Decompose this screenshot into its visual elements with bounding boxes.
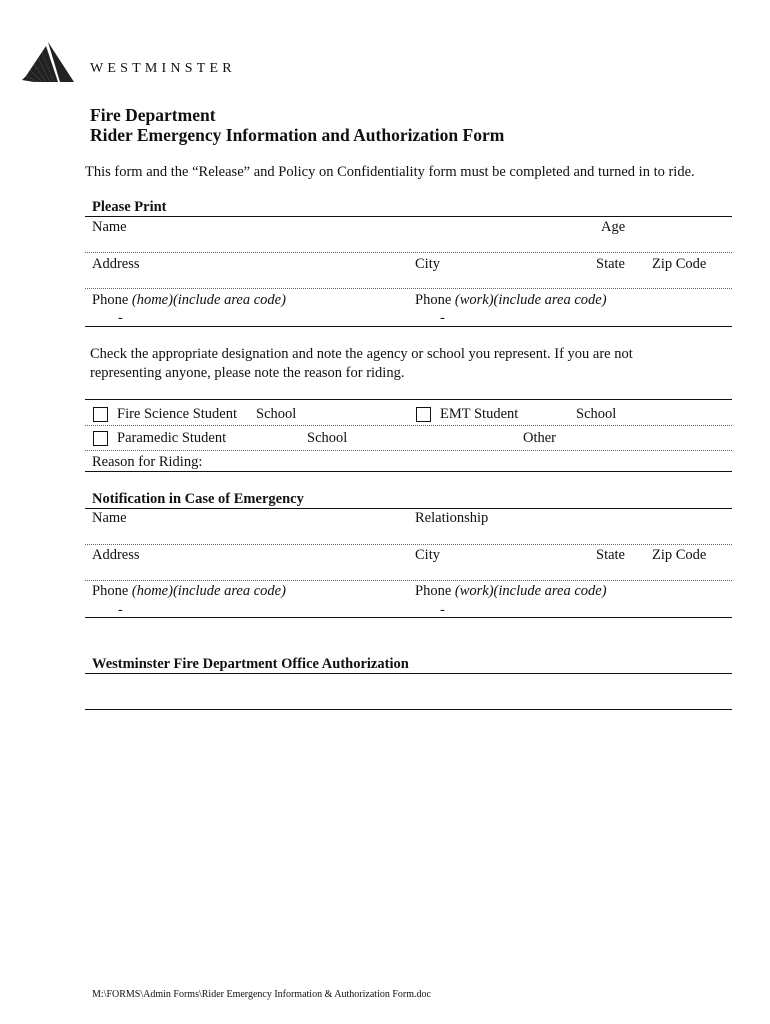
authorization-heading: Westminster Fire Department Office Authorization (92, 656, 409, 672)
emergency-phone-work-note: (work)(include area code) (454, 583, 607, 599)
emergency-relationship-label: Relationship (415, 510, 489, 526)
emergency-address-rule (85, 580, 732, 581)
emergency-zip-label: Zip Code (652, 547, 707, 563)
form-title: Rider Emergency Information and Authorization Form (90, 125, 505, 145)
emergency-bottom-rule (85, 617, 732, 618)
designation-instruction-1: Check the appropriate designation and note the agency or school you represent. If you are not (90, 346, 633, 362)
fire-science-school-label: School (256, 406, 297, 422)
westminster-logo (20, 40, 76, 86)
rider-phone-home-note: (home)(include area code) (131, 292, 286, 308)
rider-name-label: Name (92, 219, 127, 235)
emergency-phone-work-dash: - (440, 602, 445, 618)
paramedic-checkbox[interactable] (93, 431, 108, 446)
rider-phone-work-word: Phone (415, 292, 452, 308)
authorization-top-rule (85, 673, 732, 674)
rider-age-label: Age (601, 219, 626, 235)
rider-top-rule (85, 216, 732, 217)
emergency-top-rule (85, 508, 732, 509)
emt-label: EMT Student (440, 406, 519, 422)
emergency-heading: Notification in Case of Emergency (92, 491, 304, 507)
emergency-phone-work-word: Phone (415, 583, 452, 599)
emergency-phone-home-word: Phone (92, 583, 129, 599)
rider-state-label: State (596, 256, 625, 272)
rider-phone-home-dash: - (118, 310, 123, 326)
org-name: WESTMINSTER (90, 61, 236, 76)
footer-file-path: M:\FORMS\Admin Forms\Rider Emergency Information & Authorization Form.doc (92, 989, 431, 1000)
fire-science-checkbox[interactable] (93, 407, 108, 422)
paramedic-school-label: School (307, 430, 348, 446)
emergency-address-label: Address (92, 547, 140, 563)
fire-science-label: Fire Science Student (117, 406, 238, 422)
emergency-phone-home-label (92, 583, 286, 600)
rider-bottom-rule (85, 326, 732, 327)
rider-city-label: City (415, 256, 440, 272)
other-label: Other (523, 430, 557, 446)
rider-address-rule (85, 288, 732, 289)
designation-bottom-rule (85, 471, 732, 472)
emergency-name-label: Name (92, 510, 127, 526)
authorization-bottom-rule (85, 709, 732, 710)
rider-zip-label: Zip Code (652, 256, 707, 272)
intro-text: This form and the “Release” and Policy on Confidentiality form must be completed and turned in to ride. (85, 164, 695, 180)
designation-row1-rule (85, 425, 732, 426)
emergency-city-label: City (415, 547, 440, 563)
rider-phone-home-label (92, 292, 286, 309)
paramedic-label: Paramedic Student (117, 430, 227, 446)
rider-phone-work-label (415, 292, 607, 309)
rider-name-rule (85, 252, 732, 253)
rider-address-label: Address (92, 256, 140, 272)
emergency-phone-home-note: (home)(include area code) (131, 583, 286, 599)
designation-row2-rule (85, 450, 732, 451)
reason-label: Reason for Riding: (92, 454, 203, 470)
emergency-phone-work-label (415, 583, 607, 600)
please-print-heading: Please Print (92, 199, 167, 215)
rider-phone-work-dash: - (440, 310, 445, 326)
rider-phone-home-word: Phone (92, 292, 129, 308)
department-title: Fire Department (90, 105, 216, 125)
emergency-phone-home-dash: - (118, 602, 123, 618)
designation-instruction-2: representing anyone, please note the reason for riding. (90, 365, 405, 381)
emt-checkbox[interactable] (416, 407, 431, 422)
rider-phone-work-note: (work)(include area code) (454, 292, 607, 308)
emt-school-label: School (576, 406, 617, 422)
emergency-state-label: State (596, 547, 625, 563)
emergency-name-rule (85, 544, 732, 545)
designation-top-rule (85, 399, 732, 400)
